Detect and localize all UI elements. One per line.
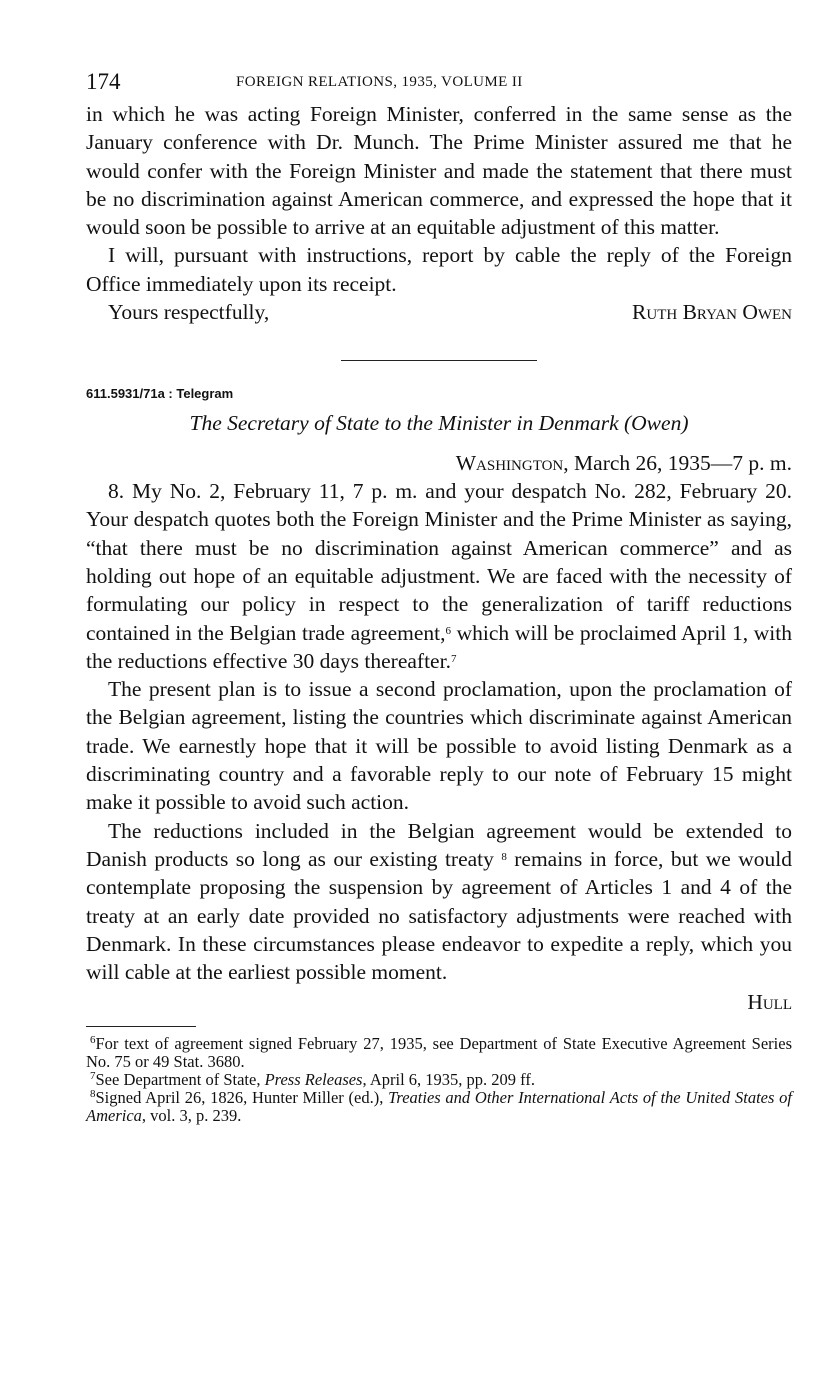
document-title: The Secretary of State to the Minister in Denmark (Owen)	[189, 411, 689, 436]
footnote-text: See Department of State,	[95, 1070, 265, 1090]
footnote-title: Treaties and Other International Acts of the United States of America	[86, 1088, 792, 1126]
paragraph	[86, 477, 792, 675]
first-document-body	[86, 100, 792, 298]
second-document-body	[86, 477, 792, 986]
footnote	[86, 1089, 792, 1125]
footnote	[86, 1071, 792, 1089]
paragraph	[86, 817, 792, 987]
letter-closing	[86, 298, 792, 326]
paragraph-text: which will be proclaimed April 1, with the reductions effective 30 days thereafter.	[86, 620, 792, 673]
footnote-mark: 8	[90, 1088, 96, 1101]
signature: Hull	[747, 990, 792, 1015]
footnote-text: , vol. 3, p. 239.	[141, 1106, 242, 1126]
dateline-date: , March 26, 1935—7 p. m.	[563, 451, 792, 476]
page-number: 174	[86, 69, 121, 94]
dateline	[86, 449, 792, 477]
footnote-text: , April 6, 1935, pp. 209 ff.	[362, 1070, 535, 1090]
footnote-ref: 6	[445, 624, 451, 637]
signature: Ruth Bryan Owen	[632, 300, 792, 325]
page-header	[86, 60, 792, 100]
footnote-divider	[86, 1026, 196, 1027]
paragraph: in which he was acting Foreign Minister, conferred in the same sense as the January conference with Dr. Munch. The Prime Minister assured me that he would confer with the Foreign Minister and made the statement that there must be no discrimination against American commerce, and expressed the hope that it would soon be possible to arrive at an equitable adjustment of this matter.	[86, 102, 792, 240]
document-page	[86, 60, 792, 1125]
footnote	[86, 1035, 792, 1071]
complimentary-close: Yours respectfully,	[108, 300, 270, 325]
footnotes	[86, 1035, 792, 1125]
footnote-text: For text of agreement signed February 27, 1935, see Department of State Executive Agreement Series No. 75 or 49 Stat. 3680.	[86, 1034, 792, 1072]
file-number: 611.5931/71a : Telegram	[86, 386, 234, 402]
footnote-title: Press Releases	[264, 1070, 363, 1090]
footnote-mark: 6	[90, 1034, 96, 1047]
footnote-text: Signed April 26, 1826, Hunter Miller (ed.),	[95, 1088, 389, 1108]
paragraph-text: 8. My No. 2, February 11, 7 p. m. and your despatch No. 282, February 20. Your despatch quotes both the Foreign Minister and the Prime Minister as saying, “that there must be no discrimination against American commerce” and as holding out hope of an equitable adjustment. We are faced with the necessity of formulating our policy in respect to the generalization of tariff reductions contained in the Belgian trade agreement,	[86, 479, 792, 645]
paragraph-text: remains in force, but we would contemplate proposing the suspension by agreement of Articles 1 and 4 of the treaty at an early date provided no satisfactory adjustments were reached with Denmark. In these circumstances please endeavor to expedite a reply, which you will cable at the earliest possible moment.	[86, 846, 792, 985]
running-title: FOREIGN RELATIONS, 1935, VOLUME II	[236, 74, 523, 90]
dateline-place: Washington	[455, 451, 564, 476]
footnote-ref: 8	[501, 850, 507, 863]
paragraph-text: The reductions included in the Belgian agreement would be extended to Danish products so long as our existing treaty	[86, 818, 792, 871]
section-divider	[341, 360, 537, 361]
paragraph: The present plan is to issue a second proclamation, upon the proclamation of the Belgian agreement, listing the countries which discriminate against American trade. We earnestly hope that it will be possible to avoid listing Denmark as a discriminating country and a favorable reply to our note of February 15 might make it possible to avoid such action.	[86, 677, 792, 815]
footnote-ref: 7	[450, 652, 457, 665]
paragraph: I will, pursuant with instructions, report by cable the reply of the Foreign Office immediately upon its receipt.	[86, 243, 792, 296]
footnote-mark: 7	[90, 1070, 96, 1083]
